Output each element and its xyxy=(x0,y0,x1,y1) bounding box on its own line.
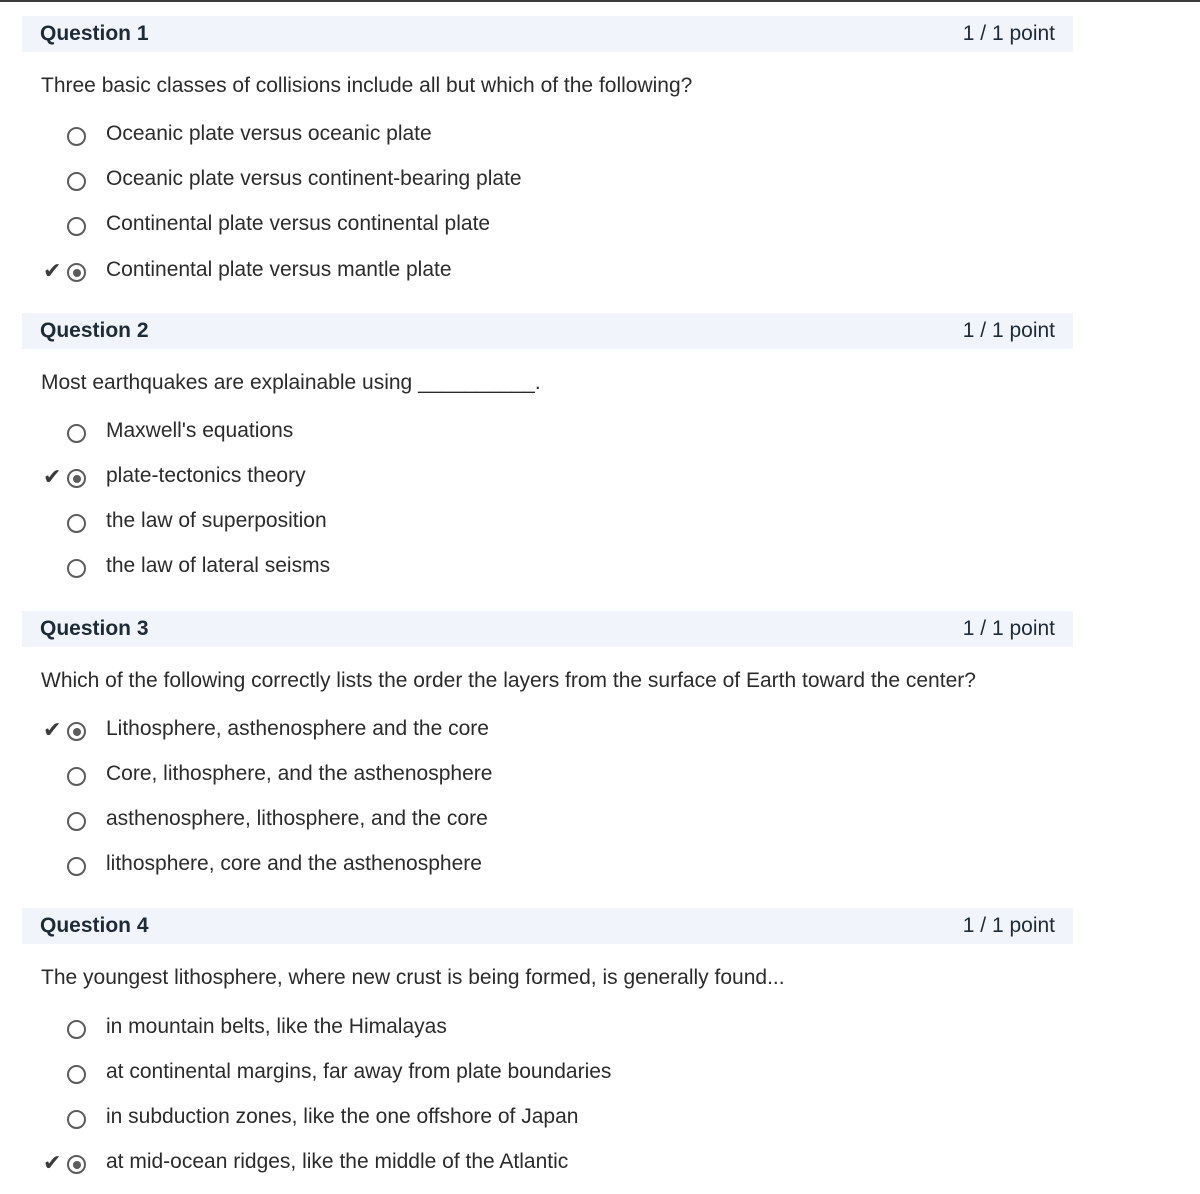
answer-option[interactable] xyxy=(40,807,940,837)
correct-check-icon xyxy=(43,1062,65,1084)
answer-option[interactable] xyxy=(40,212,940,242)
answer-option[interactable] xyxy=(40,762,940,792)
correct-check-icon: ✔ xyxy=(43,717,62,742)
option-label: Lithosphere, asthenosphere and the core xyxy=(106,717,489,740)
radio-button[interactable] xyxy=(67,722,86,741)
radio-button[interactable] xyxy=(67,1155,86,1174)
correct-check-icon: ✔ xyxy=(43,464,62,489)
radio-button[interactable] xyxy=(67,424,86,443)
answer-option[interactable] xyxy=(40,1060,940,1090)
question-points: 1 / 1 point xyxy=(962,319,1055,342)
correct-check-icon xyxy=(43,214,65,236)
top-divider xyxy=(0,0,1200,2)
option-label: at mid-ocean ridges, like the middle of the Atlantic xyxy=(106,1150,569,1173)
question-header xyxy=(22,313,1073,349)
radio-button[interactable] xyxy=(67,812,86,831)
question-text: The youngest lithosphere, where new crust is being formed, is generally found... xyxy=(41,966,785,989)
answer-option[interactable] xyxy=(40,258,940,288)
option-label: Maxwell's equations xyxy=(106,419,294,442)
correct-check-icon xyxy=(43,854,65,876)
correct-check-icon xyxy=(43,511,65,533)
option-label: Continental plate versus continental plate xyxy=(106,212,491,235)
question-title: Question 3 xyxy=(40,617,149,640)
question-text: Three basic classes of collisions include all but which of the following? xyxy=(41,74,693,97)
option-label: plate-tectonics theory xyxy=(106,464,306,487)
question-points: 1 / 1 point xyxy=(962,914,1055,937)
question-text: Which of the following correctly lists the order the layers from the surface of Earth toward the center? xyxy=(41,669,976,692)
correct-check-icon xyxy=(43,764,65,786)
option-label: in mountain belts, like the Himalayas xyxy=(106,1015,447,1038)
question-header xyxy=(22,908,1073,944)
correct-check-icon xyxy=(43,124,65,146)
option-label: Core, lithosphere, and the asthenosphere xyxy=(106,762,493,785)
radio-button[interactable] xyxy=(67,1065,86,1084)
question-title: Question 2 xyxy=(40,319,149,342)
option-label: Continental plate versus mantle plate xyxy=(106,258,452,281)
question-title: Question 1 xyxy=(40,22,149,45)
answer-option[interactable] xyxy=(40,852,940,882)
radio-button[interactable] xyxy=(67,559,86,578)
answer-option[interactable] xyxy=(40,167,940,197)
answer-option[interactable] xyxy=(40,554,940,584)
correct-check-icon xyxy=(43,1017,65,1039)
option-label: the law of lateral seisms xyxy=(106,554,331,577)
question-points: 1 / 1 point xyxy=(962,22,1055,45)
option-label: Oceanic plate versus continent-bearing plate xyxy=(106,167,522,190)
correct-check-icon xyxy=(43,556,65,578)
radio-button[interactable] xyxy=(67,172,86,191)
answer-option[interactable] xyxy=(40,509,940,539)
correct-check-icon xyxy=(43,809,65,831)
correct-check-icon: ✔ xyxy=(43,258,62,283)
option-label: Oceanic plate versus oceanic plate xyxy=(106,122,432,145)
correct-check-icon: ✔ xyxy=(43,1150,62,1175)
radio-button[interactable] xyxy=(67,469,86,488)
answer-option[interactable] xyxy=(40,464,940,494)
answer-option[interactable] xyxy=(40,1015,940,1045)
question-header xyxy=(22,16,1073,52)
correct-check-icon xyxy=(43,421,65,443)
question-points: 1 / 1 point xyxy=(962,617,1055,640)
radio-button[interactable] xyxy=(67,263,86,282)
answer-option[interactable] xyxy=(40,1105,940,1135)
radio-button[interactable] xyxy=(67,767,86,786)
question-text: Most earthquakes are explainable using __________. xyxy=(41,371,541,394)
radio-button[interactable] xyxy=(67,514,86,533)
question-header xyxy=(22,611,1073,647)
option-label: asthenosphere, lithosphere, and the core xyxy=(106,807,488,830)
correct-check-icon xyxy=(43,169,65,191)
answer-option[interactable] xyxy=(40,1150,940,1180)
radio-button[interactable] xyxy=(67,1020,86,1039)
option-label: in subduction zones, like the one offshore of Japan xyxy=(106,1105,579,1128)
question-title: Question 4 xyxy=(40,914,149,937)
option-label: at continental margins, far away from plate boundaries xyxy=(106,1060,612,1083)
radio-button[interactable] xyxy=(67,1110,86,1129)
radio-button[interactable] xyxy=(67,217,86,236)
answer-option[interactable] xyxy=(40,717,940,747)
correct-check-icon xyxy=(43,1107,65,1129)
answer-option[interactable] xyxy=(40,122,940,152)
answer-option[interactable] xyxy=(40,419,940,449)
radio-button[interactable] xyxy=(67,857,86,876)
radio-button[interactable] xyxy=(67,127,86,146)
option-label: the law of superposition xyxy=(106,509,327,532)
option-label: lithosphere, core and the asthenosphere xyxy=(106,852,482,875)
